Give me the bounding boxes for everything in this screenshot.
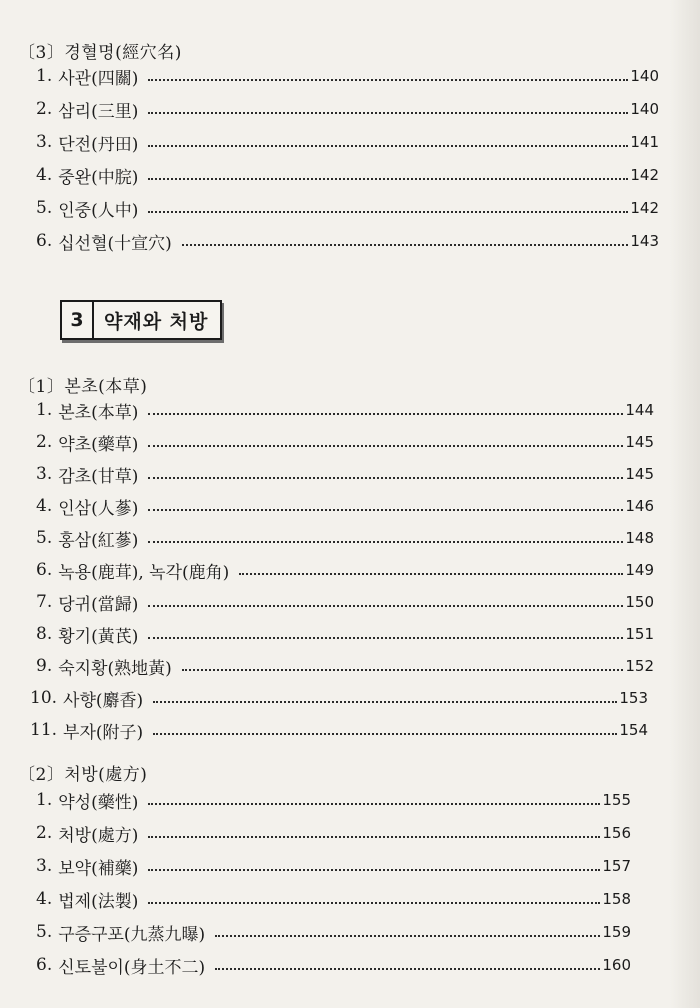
section-heading-herbs: 〔1〕본초(本草): [18, 377, 148, 397]
entry-number: 10.: [30, 688, 58, 708]
entry-page: 157: [602, 857, 631, 875]
dot-leader: [182, 242, 629, 246]
entry-title: 인삼(人蔘): [58, 498, 139, 519]
entry-title: 약성(藥性): [58, 792, 139, 813]
entry-number: 2.: [36, 823, 53, 843]
toc-entry: [36, 63, 659, 89]
entry-title: 약초(藥草): [58, 434, 139, 455]
entry-number: 4.: [36, 889, 53, 909]
toc-entry: [30, 717, 648, 743]
chapter-number: 3: [62, 302, 94, 338]
entry-title: 홍삼(紅蔘): [58, 530, 139, 551]
entry-number: 5.: [36, 528, 53, 548]
dot-leader: [153, 731, 617, 735]
entry-number: 1.: [36, 66, 53, 86]
entry-page: 156: [602, 824, 631, 842]
entry-number: 6.: [36, 231, 53, 251]
entry-number: 11.: [30, 720, 58, 740]
toc-entry: [36, 653, 654, 679]
entry-title: 당귀(當歸): [58, 594, 139, 615]
dot-leader: [153, 699, 617, 703]
dot-leader: [148, 209, 628, 213]
toc-entry: [36, 96, 659, 122]
entry-page: 158: [602, 890, 631, 908]
entry-title: 신토불이(身土不二): [58, 957, 206, 978]
dot-leader: [148, 801, 600, 805]
toc-entry: [36, 557, 654, 583]
entry-number: 5.: [36, 922, 53, 942]
toc-entry: [36, 162, 659, 188]
toc-entry: [30, 685, 648, 711]
entry-number: 3.: [36, 464, 53, 484]
dot-leader: [148, 143, 628, 147]
entry-number: 2.: [36, 99, 53, 119]
section-heading-acupoints: 〔3〕경혈명(經穴名): [18, 43, 182, 63]
entry-page: 150: [625, 593, 654, 611]
entry-title: 감초(甘草): [58, 466, 139, 487]
entry-title: 사관(四關): [58, 68, 139, 89]
toc-entry: [36, 621, 654, 647]
entry-title: 십선혈(十宣穴): [58, 233, 172, 254]
entry-title: 부자(附子): [63, 722, 144, 743]
entry-number: 6.: [36, 560, 53, 580]
entry-number: 7.: [36, 592, 53, 612]
entry-page: 159: [602, 923, 631, 941]
entry-page: 153: [619, 689, 648, 707]
toc-entry: [36, 787, 631, 813]
dot-leader: [148, 443, 623, 447]
dot-leader: [148, 110, 628, 114]
entry-page: 148: [625, 529, 654, 547]
entry-title: 구증구포(九蒸九曝): [58, 924, 206, 945]
toc-entry: [36, 919, 631, 945]
entry-number: 3.: [36, 132, 53, 152]
toc-entry: [36, 397, 654, 423]
entry-title: 사향(麝香): [63, 690, 144, 711]
entry-number: 3.: [36, 856, 53, 876]
dot-leader: [148, 867, 600, 871]
entry-page: 143: [630, 232, 659, 250]
entry-number: 8.: [36, 624, 53, 644]
dot-leader: [182, 667, 624, 671]
toc-entry: [36, 886, 631, 912]
toc-entry: [36, 129, 659, 155]
toc-entry: [36, 195, 659, 221]
entry-title: 녹용(鹿茸), 녹각(鹿角): [58, 562, 230, 583]
entry-page: 141: [630, 133, 659, 151]
dot-leader: [148, 635, 623, 639]
entry-page: 145: [625, 433, 654, 451]
entry-number: 2.: [36, 432, 53, 452]
chapter-heading-box: [60, 300, 222, 340]
entry-title: 보약(補藥): [58, 858, 139, 879]
entry-number: 9.: [36, 656, 53, 676]
entry-number: 4.: [36, 165, 53, 185]
entry-page: 149: [625, 561, 654, 579]
entry-page: 152: [625, 657, 654, 675]
toc-entry: [36, 429, 654, 455]
toc-entry: [36, 461, 654, 487]
toc-entry: [36, 853, 631, 879]
dot-leader: [148, 834, 600, 838]
entry-title: 황기(黃芪): [58, 626, 139, 647]
entry-page: 160: [602, 956, 631, 974]
page-edge-shadow: [670, 0, 700, 1008]
entry-number: 4.: [36, 496, 53, 516]
entry-page: 145: [625, 465, 654, 483]
toc-entry: [36, 952, 631, 978]
entry-title: 숙지황(熟地黃): [58, 658, 172, 679]
entry-title: 처방(處方): [58, 825, 139, 846]
toc-entry: [36, 493, 654, 519]
dot-leader: [239, 571, 623, 575]
dot-leader: [148, 900, 600, 904]
toc-entry: [36, 525, 654, 551]
dot-leader: [215, 933, 600, 937]
entry-page: 142: [630, 199, 659, 217]
entry-page: 146: [625, 497, 654, 515]
entry-page: 140: [630, 67, 659, 85]
chapter-title: 약재와 처방: [104, 310, 209, 333]
toc-entry: [36, 228, 659, 254]
entry-number: 5.: [36, 198, 53, 218]
dot-leader: [148, 77, 628, 81]
entry-page: 151: [625, 625, 654, 643]
toc-entry: [36, 589, 654, 615]
dot-leader: [148, 475, 623, 479]
dot-leader: [148, 507, 623, 511]
entry-number: 6.: [36, 955, 53, 975]
entry-page: 154: [619, 721, 648, 739]
dot-leader: [148, 539, 623, 543]
entry-number: 1.: [36, 400, 53, 420]
entry-page: 144: [625, 401, 654, 419]
entry-title: 삼리(三里): [58, 101, 139, 122]
toc-entry: [36, 820, 631, 846]
section-heading-prescriptions: 〔2〕처방(處方): [18, 765, 148, 785]
dot-leader: [215, 966, 600, 970]
entry-page: 142: [630, 166, 659, 184]
entry-title: 중완(中脘): [58, 167, 139, 188]
entry-title: 단전(丹田): [58, 134, 139, 155]
dot-leader: [148, 603, 623, 607]
entry-number: 1.: [36, 790, 53, 810]
entry-title: 법제(法製): [58, 891, 139, 912]
entry-title: 인중(人中): [58, 200, 139, 221]
entry-title: 본초(本草): [58, 402, 139, 423]
entry-page: 155: [602, 791, 631, 809]
entry-page: 140: [630, 100, 659, 118]
dot-leader: [148, 176, 628, 180]
dot-leader: [148, 411, 623, 415]
